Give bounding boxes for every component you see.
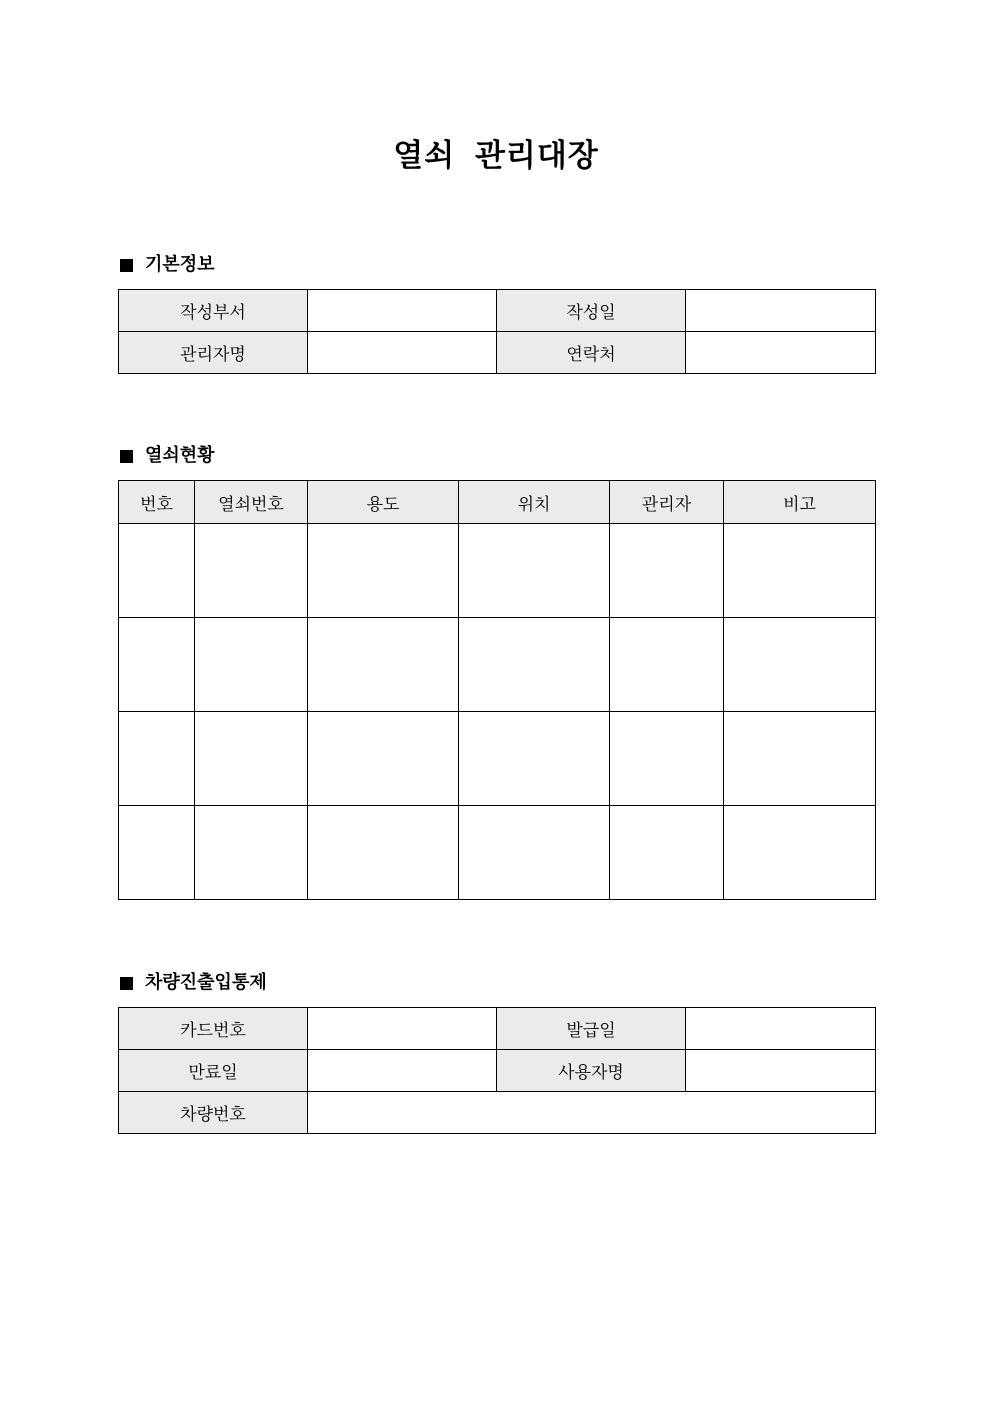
- section-heading-keys: [118, 444, 215, 468]
- label-plate-number: 차량번호: [119, 1092, 308, 1134]
- section-heading-basic-label: 기본정보: [145, 254, 215, 275]
- field-plate-number[interactable]: [308, 1092, 876, 1134]
- field-dept[interactable]: [308, 290, 497, 332]
- basic-info-table: [118, 289, 876, 374]
- section-heading-basic: [118, 253, 215, 277]
- square-bullet-icon: [120, 977, 133, 990]
- table-row: [119, 332, 876, 374]
- table-header-row: [119, 481, 876, 524]
- column-header-key-number: 열쇠번호: [195, 481, 308, 524]
- table-row: [119, 290, 876, 332]
- label-dept: 작성부서: [119, 290, 308, 332]
- table-row: [119, 1050, 876, 1092]
- table-cell[interactable]: [459, 712, 610, 806]
- table-cell[interactable]: [308, 712, 459, 806]
- label-issue-date: 발급일: [497, 1008, 686, 1050]
- label-expiry-date: 만료일: [119, 1050, 308, 1092]
- label-contact: 연락처: [497, 332, 686, 374]
- square-bullet-icon: [120, 450, 133, 463]
- table-cell[interactable]: [459, 524, 610, 618]
- column-header-manager: 관리자: [610, 481, 724, 524]
- table-cell[interactable]: [724, 806, 876, 900]
- label-user-name: 사용자명: [497, 1050, 686, 1092]
- table-row: [119, 712, 876, 806]
- column-header-purpose: 용도: [308, 481, 459, 524]
- field-contact[interactable]: [686, 332, 876, 374]
- table-cell[interactable]: [119, 806, 195, 900]
- field-expiry-date[interactable]: [308, 1050, 497, 1092]
- field-user-name[interactable]: [686, 1050, 876, 1092]
- table-cell[interactable]: [724, 712, 876, 806]
- table-cell[interactable]: [119, 712, 195, 806]
- label-date: 작성일: [497, 290, 686, 332]
- section-heading-vehicle: [118, 971, 267, 995]
- table-cell[interactable]: [610, 618, 724, 712]
- table-row: [119, 806, 876, 900]
- label-card-number: 카드번호: [119, 1008, 308, 1050]
- table-cell[interactable]: [724, 618, 876, 712]
- table-cell[interactable]: [195, 806, 308, 900]
- field-manager[interactable]: [308, 332, 497, 374]
- label-manager: 관리자명: [119, 332, 308, 374]
- table-row: [119, 524, 876, 618]
- table-cell[interactable]: [724, 524, 876, 618]
- keys-status-table: [118, 480, 876, 900]
- table-cell[interactable]: [119, 618, 195, 712]
- table-cell[interactable]: [610, 524, 724, 618]
- section-heading-vehicle-label: 차량진출입통제: [145, 972, 267, 993]
- table-cell[interactable]: [459, 806, 610, 900]
- table-cell[interactable]: [195, 712, 308, 806]
- field-date[interactable]: [686, 290, 876, 332]
- field-issue-date[interactable]: [686, 1008, 876, 1050]
- square-bullet-icon: [120, 259, 133, 272]
- table-cell[interactable]: [195, 524, 308, 618]
- table-cell[interactable]: [610, 806, 724, 900]
- field-card-number[interactable]: [308, 1008, 497, 1050]
- column-header-location: 위치: [459, 481, 610, 524]
- table-cell[interactable]: [195, 618, 308, 712]
- column-header-remarks: 비고: [724, 481, 876, 524]
- table-cell[interactable]: [459, 618, 610, 712]
- page-title: 열쇠 관리대장: [393, 138, 599, 174]
- table-cell[interactable]: [610, 712, 724, 806]
- column-header-number: 번호: [119, 481, 195, 524]
- table-cell[interactable]: [308, 806, 459, 900]
- vehicle-access-table: [118, 1007, 876, 1134]
- section-heading-keys-label: 열쇠현황: [145, 445, 215, 466]
- table-row: [119, 1008, 876, 1050]
- table-cell[interactable]: [308, 618, 459, 712]
- table-cell[interactable]: [308, 524, 459, 618]
- table-row: [119, 618, 876, 712]
- table-cell[interactable]: [119, 524, 195, 618]
- table-row: [119, 1092, 876, 1134]
